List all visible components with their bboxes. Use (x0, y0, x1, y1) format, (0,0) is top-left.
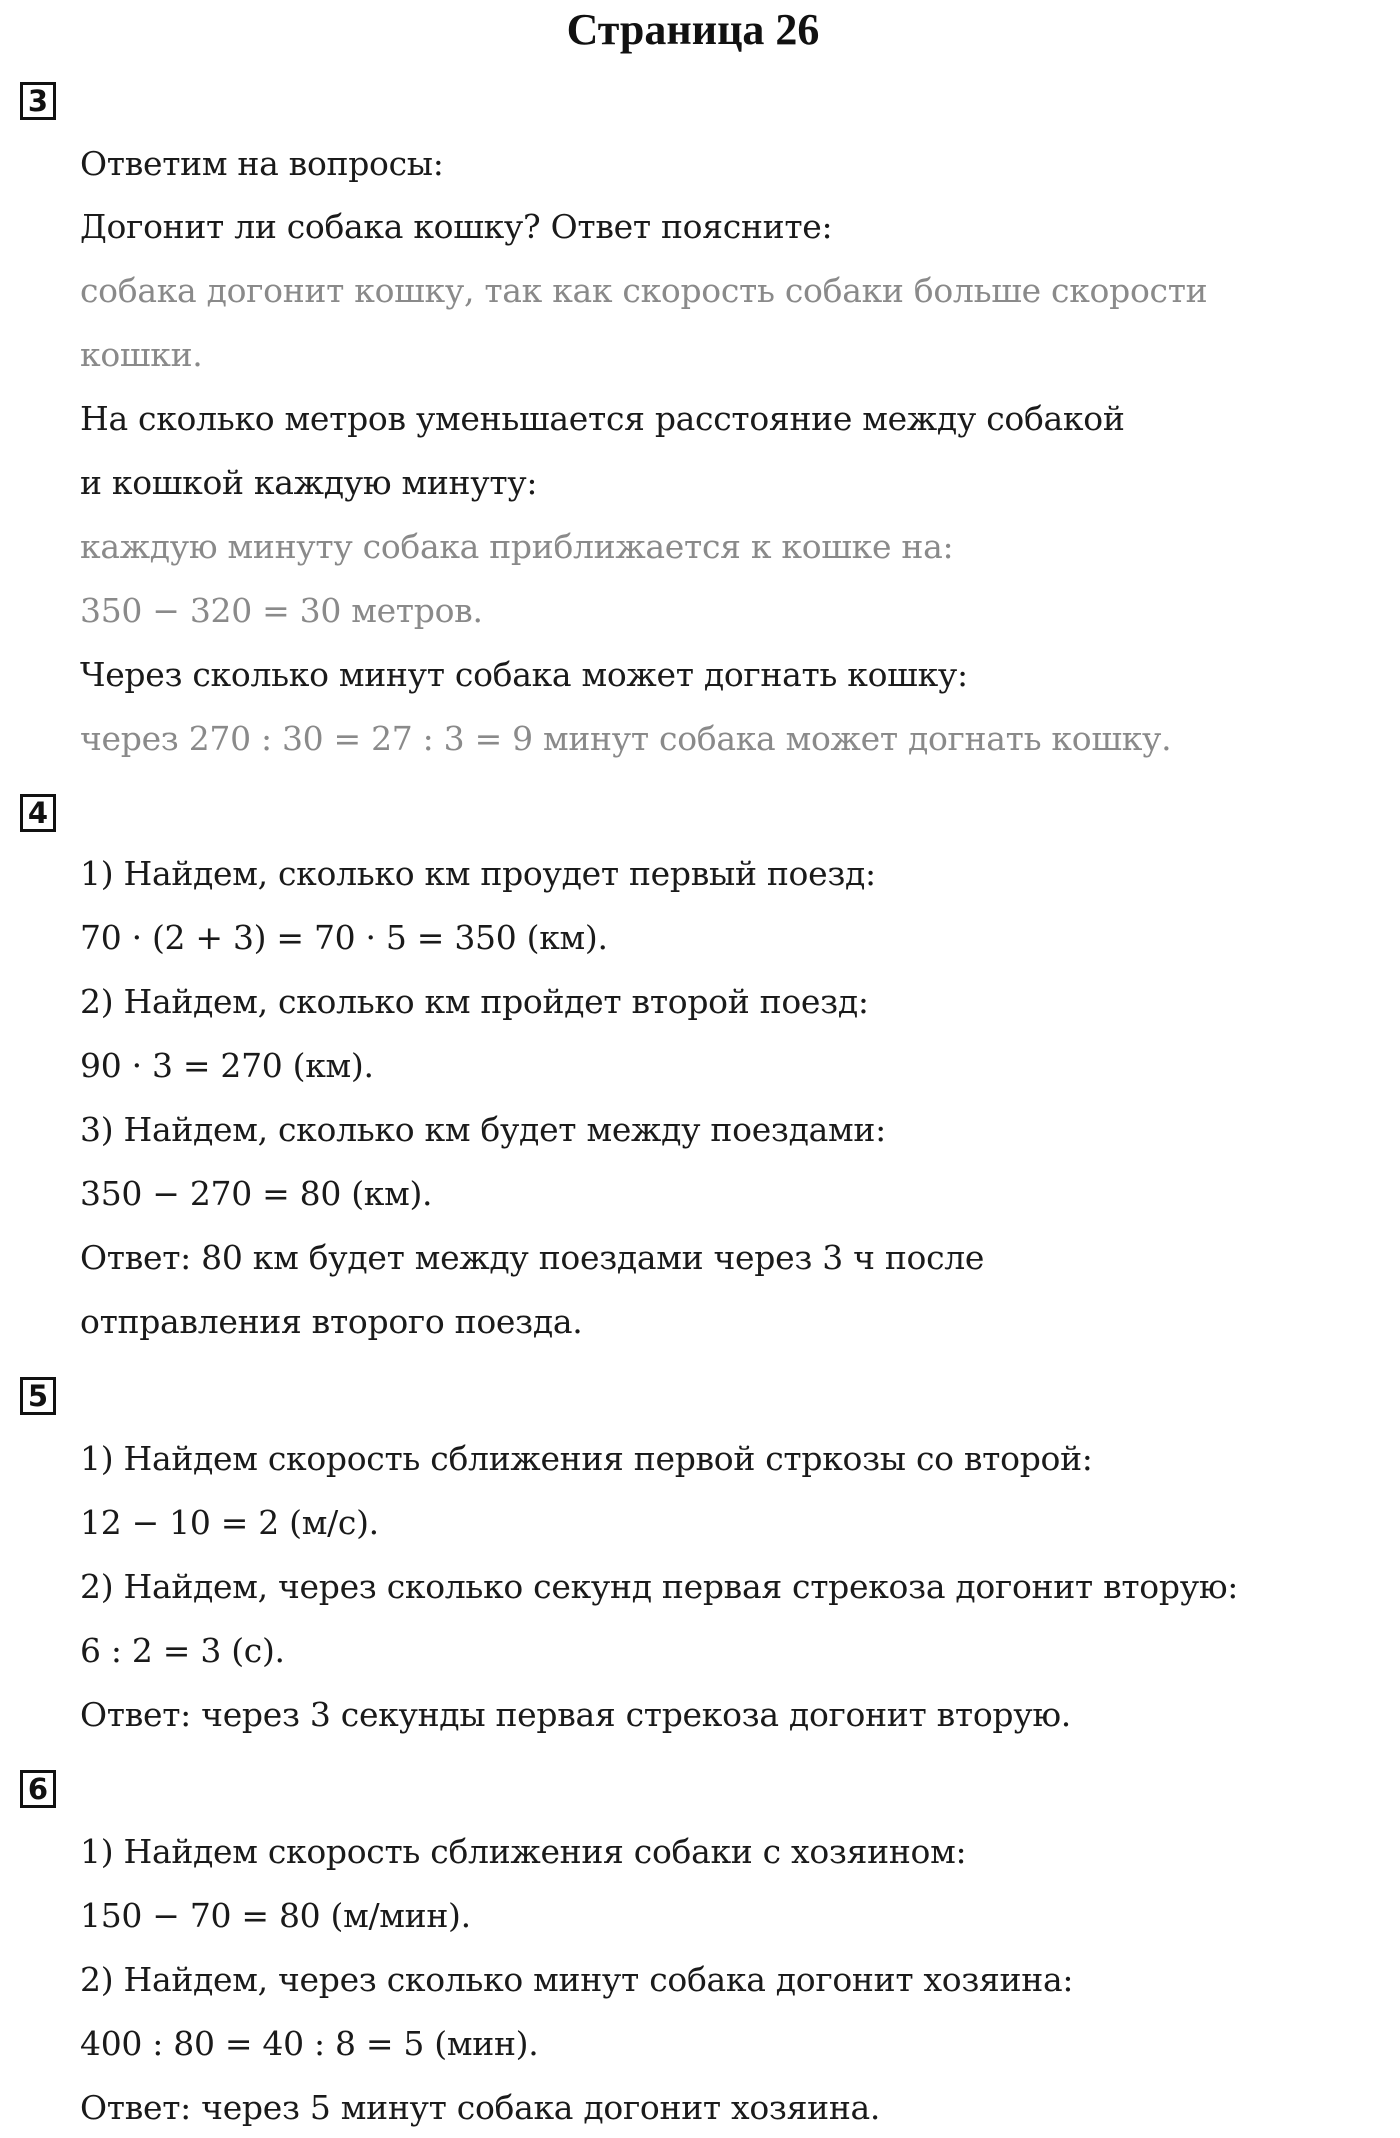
task-6-line-1: 1) Найдем скорость сближения собаки с хозяином: (80, 1832, 967, 1871)
task-3-line-4: кошки. (80, 335, 203, 374)
task-6-line-4: 400 : 80 = 40 : 8 = 5 (мин). (80, 2024, 539, 2063)
task-4-line-3: 2) Найдем, сколько км пройдет второй поезд: (80, 982, 869, 1021)
task-3-line-9: Через сколько минут собака может догнать кошку: (80, 655, 968, 694)
task-4-line-5: 3) Найдем, сколько км будет между поездами: (80, 1110, 886, 1149)
page-title: Страница 26 (566, 5, 820, 54)
task-3-line-1: Ответим на вопросы: (80, 144, 444, 183)
task-3-line-7: каждую минуту собака приближается к кошке на: (80, 527, 954, 566)
task-4-line-7: Ответ: 80 км будет между поездами через 3 ч после (80, 1238, 985, 1277)
task-3-line-8: 350 − 320 = 30 метров. (80, 591, 483, 630)
task-3-line-5: На сколько метров уменьшается расстояние между собакой (80, 399, 1125, 438)
task-4-line-8: отправления второго поезда. (80, 1302, 583, 1341)
task-number-4: 4 (20, 794, 56, 832)
task-3-line-6: и кошкой каждую минуту: (80, 463, 538, 502)
task-number-3: 3 (20, 82, 56, 120)
task-5-line-1: 1) Найдем скорость сближения первой стркозы со второй: (80, 1439, 1093, 1478)
task-6-line-3: 2) Найдем, через сколько минут собака догонит хозяина: (80, 1960, 1074, 1999)
task-3-line-3: собака догонит кошку, так как скорость собаки больше скорости (80, 271, 1208, 310)
task-number-5: 5 (20, 1377, 56, 1415)
task-4-line-4: 90 · 3 = 270 (км). (80, 1046, 374, 1085)
task-6-line-5: Ответ: через 5 минут собака догонит хозяина. (80, 2088, 881, 2127)
task-5-line-4: 6 : 2 = 3 (с). (80, 1631, 285, 1670)
task-number-6: 6 (20, 1770, 56, 1808)
task-3-line-10: через 270 : 30 = 27 : 3 = 9 минут собака может догнать кошку. (80, 719, 1172, 758)
task-5-line-5: Ответ: через 3 секунды первая стрекоза догонит вторую. (80, 1695, 1071, 1734)
task-4-line-1: 1) Найдем, сколько км проудет первый поезд: (80, 854, 876, 893)
task-5-line-3: 2) Найдем, через сколько секунд первая стрекоза догонит вторую: (80, 1567, 1239, 1606)
task-6-line-2: 150 − 70 = 80 (м/мин). (80, 1896, 471, 1935)
task-3-line-2: Догонит ли собака кошку? Ответ поясните: (80, 207, 833, 246)
task-4-line-2: 70 · (2 + 3) = 70 · 5 = 350 (км). (80, 918, 608, 957)
task-5-line-2: 12 − 10 = 2 (м/с). (80, 1503, 379, 1542)
task-4-line-6: 350 − 270 = 80 (км). (80, 1174, 433, 1213)
